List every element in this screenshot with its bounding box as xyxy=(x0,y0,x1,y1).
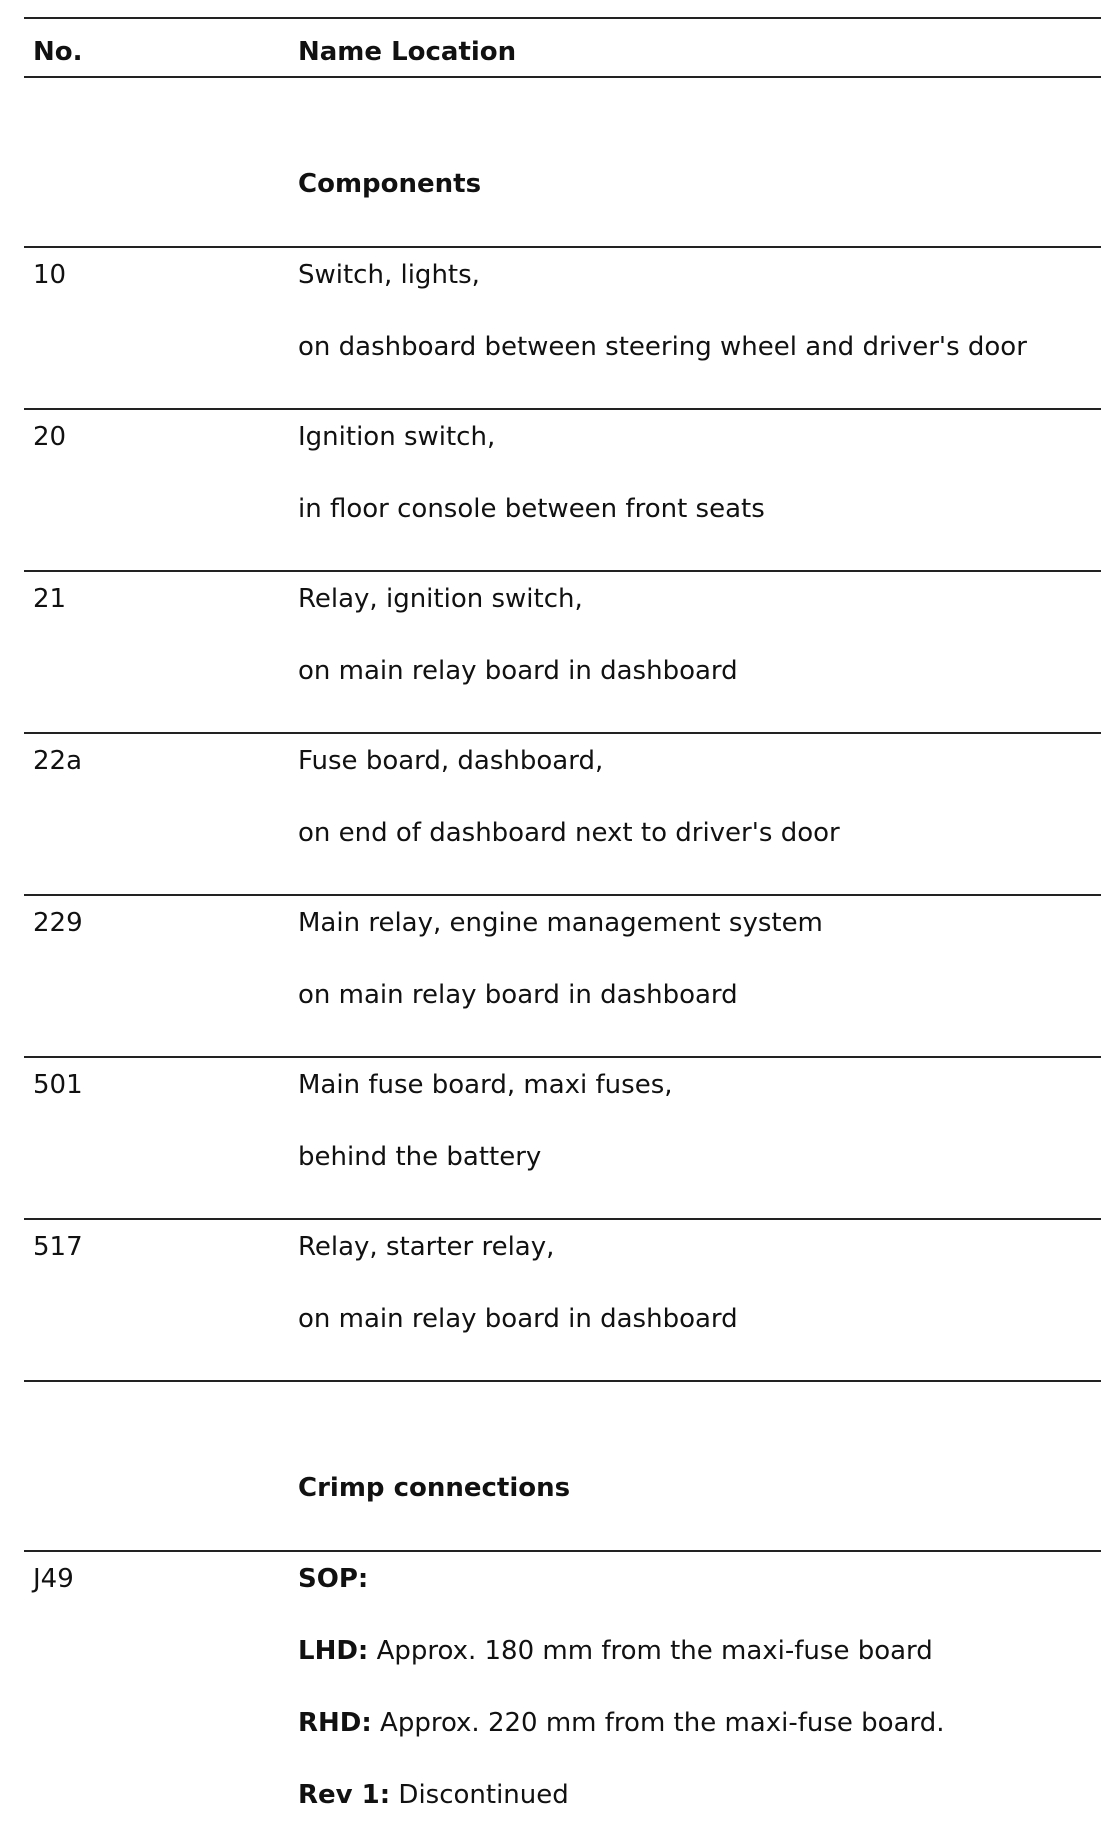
column-header-name-location: Name Location xyxy=(298,37,517,67)
column-header-no: No. xyxy=(33,37,83,67)
row-number: 22a xyxy=(33,746,83,776)
row-rule xyxy=(24,1380,1101,1382)
row-number: 10 xyxy=(33,260,67,290)
rev-label: Rev 1: xyxy=(298,1780,391,1810)
lhd-note xyxy=(298,1635,933,1667)
rev-text: Discontinued xyxy=(390,1780,569,1810)
component-name: Main fuse board, maxi fuses, xyxy=(298,1070,673,1100)
row-number: 229 xyxy=(33,908,83,938)
component-location: on main relay board in dashboard xyxy=(298,656,738,686)
section-title-crimp-connections: Crimp connections xyxy=(298,1473,571,1503)
row-rule xyxy=(24,732,1101,734)
component-name: Relay, starter relay, xyxy=(298,1232,555,1262)
row-number: 20 xyxy=(33,422,67,452)
header-bottom-rule xyxy=(24,76,1101,78)
component-location: in floor console between front seats xyxy=(298,494,765,524)
component-location: on dashboard between steering wheel and driver's door xyxy=(298,332,1027,362)
row-number: J49 xyxy=(33,1564,74,1594)
row-rule xyxy=(24,570,1101,572)
component-location: on main relay board in dashboard xyxy=(298,1304,738,1334)
rev-note xyxy=(298,1779,569,1811)
component-name: Fuse board, dashboard, xyxy=(298,746,604,776)
component-location: behind the battery xyxy=(298,1142,542,1172)
table-top-rule xyxy=(24,17,1101,19)
component-name: Switch, lights, xyxy=(298,260,480,290)
row-rule xyxy=(24,894,1101,896)
row-number: 517 xyxy=(33,1232,83,1262)
component-location: on main relay board in dashboard xyxy=(298,980,738,1010)
component-location: on end of dashboard next to driver's door xyxy=(298,818,840,848)
component-name: Main relay, engine management system xyxy=(298,908,823,938)
row-number: 21 xyxy=(33,584,67,614)
rhd-label: RHD: xyxy=(298,1708,372,1738)
lhd-label: LHD: xyxy=(298,1636,369,1666)
component-name: Relay, ignition switch, xyxy=(298,584,583,614)
section-rule xyxy=(24,246,1101,248)
component-name: Ignition switch, xyxy=(298,422,496,452)
rhd-text: Approx. 220 mm from the maxi-fuse board. xyxy=(371,1708,945,1738)
sop-label: SOP: xyxy=(298,1564,369,1594)
row-rule xyxy=(24,1218,1101,1220)
lhd-text: Approx. 180 mm from the maxi-fuse board xyxy=(368,1636,933,1666)
row-number: 501 xyxy=(33,1070,83,1100)
rhd-note xyxy=(298,1707,945,1739)
row-rule xyxy=(24,1056,1101,1058)
row-rule xyxy=(24,408,1101,410)
section-rule xyxy=(24,1550,1101,1552)
section-title-components: Components xyxy=(298,169,482,199)
